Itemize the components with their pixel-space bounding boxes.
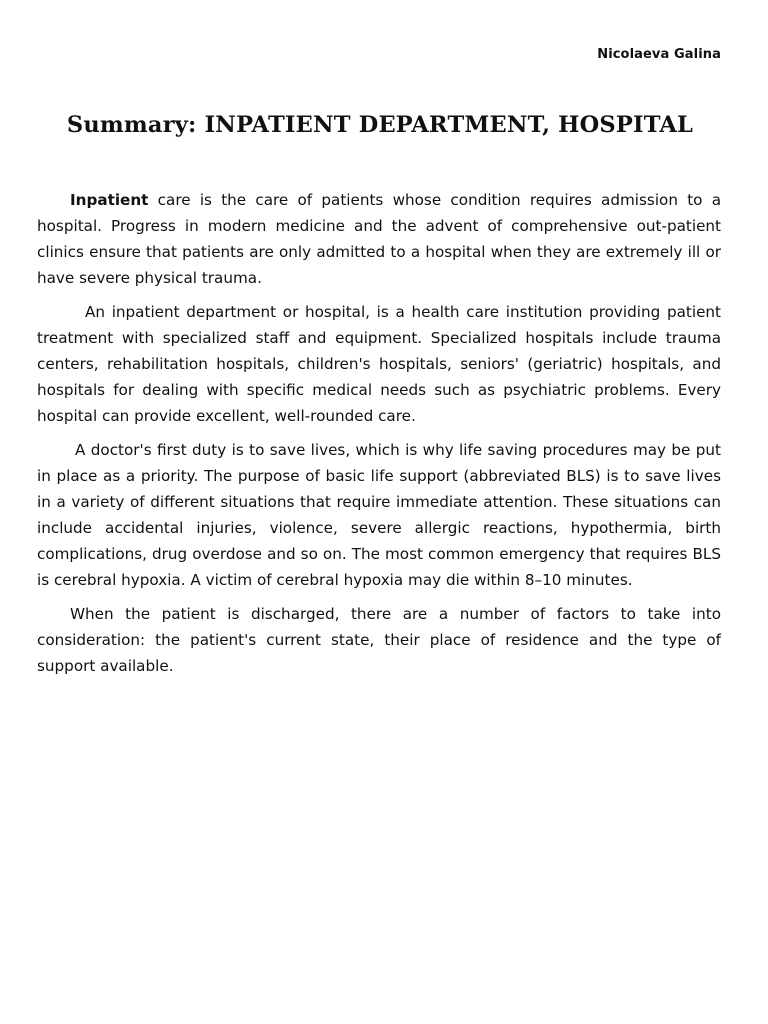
paragraph-lead-term: Inpatient: [70, 191, 149, 209]
author-name: Nicolaeva Galina: [597, 47, 721, 62]
paragraph-text: When the patient is discharged, there are a number of factors to take into consideration: the patient's current state, their place of residence and the type of support available.: [37, 605, 721, 675]
paragraph-doctor-duty: [37, 437, 721, 593]
paragraph-discharge: [37, 601, 721, 679]
paragraph-text: An inpatient department or hospital, is a health care institution providing patient treatment with specialized staff and equipment. Specialized hospitals include trauma centers, rehabilitation hospitals, children's hospitals, seniors' (geriatric) hospitals, and hospitals for dealing with specific medical needs such as psychiatric problems. Every hospital can provide excellent, well-rounded care.: [37, 303, 721, 425]
paragraph-inpatient: [37, 187, 721, 291]
document-title: Summary: INPATIENT DEPARTMENT, HOSPITAL: [66, 112, 694, 138]
paragraph-text: A doctor's first duty is to save lives, which is why life saving procedures may be put in place as a priority. The purpose of basic life support (abbreviated BLS) is to save lives in a variety of different situations that require immediate attention. These situations can include accidental injuries, violence, severe allergic reactions, hypothermia, birth complications, drug overdose and so on. The most common emergency that requires BLS is cerebral hypoxia. A victim of cerebral hypoxia may die within 8–10 minutes.: [37, 441, 721, 589]
paragraph-text: care is the care of patients whose condition requires admission to a hospital. Progress in modern medicine and the advent of comprehensive out-patient clinics ensure that patients are only admitted to a hospital when they are extremely ill or have severe physical trauma.: [37, 191, 721, 287]
paragraph-department: [37, 299, 721, 429]
document-body: [37, 187, 721, 687]
